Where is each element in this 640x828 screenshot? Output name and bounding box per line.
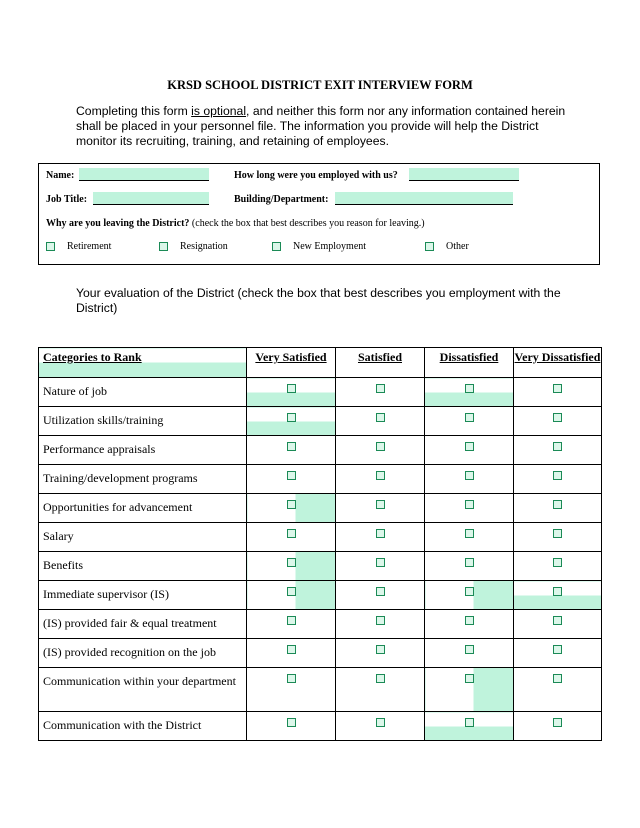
recognition-very-dissatisfied-checkbox[interactable] <box>553 645 562 654</box>
ranking-table <box>38 347 602 741</box>
form-title: KRSD SCHOOL DISTRICT EXIT INTERVIEW FORM <box>167 78 473 92</box>
advancement-satisfied-checkbox[interactable] <box>376 500 385 509</box>
fair-treatment-very-satisfied-checkbox[interactable] <box>287 616 296 625</box>
dept-comm-very-dissatisfied-checkbox[interactable] <box>553 674 562 683</box>
fair-treatment-dissatisfied-checkbox[interactable] <box>465 616 474 625</box>
dept-comm-satisfied-checkbox[interactable] <box>376 674 385 683</box>
retirement-checkbox[interactable] <box>46 242 55 251</box>
district-comm-very-satisfied-checkbox[interactable] <box>287 718 296 727</box>
utilization-very-satisfied-checkbox[interactable] <box>287 413 296 422</box>
other-checkbox[interactable] <box>425 242 434 251</box>
building-department-label: Building/Department: <box>234 194 329 205</box>
salary-dissatisfied-checkbox[interactable] <box>465 529 474 538</box>
row-label-advancement: Opportunities for advancement <box>39 494 247 523</box>
nature-of-job-very-satisfied-checkbox[interactable] <box>287 384 296 393</box>
appraisals-very-dissatisfied-checkbox[interactable] <box>553 442 562 451</box>
employee-info-box <box>38 163 600 265</box>
appraisals-very-satisfied-checkbox[interactable] <box>287 442 296 451</box>
supervisor-very-dissatisfied-checkbox[interactable] <box>553 587 562 596</box>
district-comm-very-dissatisfied-checkbox[interactable] <box>553 718 562 727</box>
dept-comm-very-satisfied-checkbox[interactable] <box>287 674 296 683</box>
nature-of-job-satisfied-checkbox[interactable] <box>376 384 385 393</box>
supervisor-satisfied-checkbox[interactable] <box>376 587 385 596</box>
nature-of-job-very-dissatisfied-checkbox[interactable] <box>553 384 562 393</box>
row-label-performance-appraisals: Performance appraisals <box>39 436 247 465</box>
salary-very-dissatisfied-checkbox[interactable] <box>553 529 562 538</box>
header-very-dissatisfied: Very Dissatisfied <box>514 348 602 378</box>
training-satisfied-checkbox[interactable] <box>376 471 385 480</box>
recognition-dissatisfied-checkbox[interactable] <box>465 645 474 654</box>
name-label: Name: <box>46 170 75 181</box>
evaluation-prompt: Your evaluation of the District (check the box that best describes you employment with the District) <box>76 286 561 315</box>
job-title-label: Job Title: <box>46 194 88 205</box>
leaving-reason-question: Why are you leaving the District? (check the box that best describes you reason for leaving.) <box>46 218 425 229</box>
header-very-satisfied: Very Satisfied <box>247 348 336 378</box>
advancement-very-dissatisfied-checkbox[interactable] <box>553 500 562 509</box>
reason-option-new-employment[interactable]: New Employment <box>272 241 366 252</box>
advancement-dissatisfied-checkbox[interactable] <box>465 500 474 509</box>
benefits-satisfied-checkbox[interactable] <box>376 558 385 567</box>
row-label-immediate-supervisor: Immediate supervisor (IS) <box>39 581 247 610</box>
benefits-very-dissatisfied-checkbox[interactable] <box>553 558 562 567</box>
row-label-training-programs: Training/development programs <box>39 465 247 494</box>
employment-duration-label: How long were you employed with us? <box>234 170 398 181</box>
recognition-very-satisfied-checkbox[interactable] <box>287 645 296 654</box>
utilization-dissatisfied-checkbox[interactable] <box>465 413 474 422</box>
employment-duration-field[interactable] <box>409 168 519 181</box>
row-label-salary: Salary <box>39 523 247 552</box>
training-very-satisfied-checkbox[interactable] <box>287 471 296 480</box>
new-employment-checkbox[interactable] <box>272 242 281 251</box>
header-dissatisfied: Dissatisfied <box>425 348 514 378</box>
benefits-very-satisfied-checkbox[interactable] <box>287 558 296 567</box>
row-label-utilization-skills: Utilization skills/training <box>39 407 247 436</box>
fair-treatment-very-dissatisfied-checkbox[interactable] <box>553 616 562 625</box>
training-dissatisfied-checkbox[interactable] <box>465 471 474 480</box>
appraisals-satisfied-checkbox[interactable] <box>376 442 385 451</box>
row-label-recognition: (IS) provided recognition on the job <box>39 639 247 668</box>
resignation-checkbox[interactable] <box>159 242 168 251</box>
job-title-field[interactable] <box>93 192 209 205</box>
row-label-district-communication: Communication with the District <box>39 712 247 741</box>
salary-satisfied-checkbox[interactable] <box>376 529 385 538</box>
advancement-very-satisfied-checkbox[interactable] <box>287 500 296 509</box>
row-label-benefits: Benefits <box>39 552 247 581</box>
training-very-dissatisfied-checkbox[interactable] <box>553 471 562 480</box>
row-label-nature-of-job: Nature of job <box>39 378 247 407</box>
fair-treatment-satisfied-checkbox[interactable] <box>376 616 385 625</box>
district-comm-dissatisfied-checkbox[interactable] <box>465 718 474 727</box>
building-department-field[interactable] <box>335 192 513 205</box>
recognition-satisfied-checkbox[interactable] <box>376 645 385 654</box>
dept-comm-dissatisfied-checkbox[interactable] <box>465 674 474 683</box>
intro-paragraph: Completing this form is optional, and neither this form nor any information contained herein shall be placed in your personnel file. The information you provide will help the District monitor its recruiting, training, and retaining of employees. <box>76 104 566 148</box>
benefits-dissatisfied-checkbox[interactable] <box>465 558 474 567</box>
nature-of-job-dissatisfied-checkbox[interactable] <box>465 384 474 393</box>
reason-option-other[interactable]: Other <box>425 241 469 252</box>
row-label-fair-treatment: (IS) provided fair & equal treatment <box>39 610 247 639</box>
header-categories: Categories to Rank <box>39 348 247 378</box>
district-comm-satisfied-checkbox[interactable] <box>376 718 385 727</box>
reason-option-retirement[interactable]: Retirement <box>46 241 111 252</box>
supervisor-very-satisfied-checkbox[interactable] <box>287 587 296 596</box>
row-label-department-communication: Communication within your department <box>39 668 247 712</box>
utilization-satisfied-checkbox[interactable] <box>376 413 385 422</box>
salary-very-satisfied-checkbox[interactable] <box>287 529 296 538</box>
supervisor-dissatisfied-checkbox[interactable] <box>465 587 474 596</box>
utilization-very-dissatisfied-checkbox[interactable] <box>553 413 562 422</box>
header-satisfied: Satisfied <box>336 348 425 378</box>
appraisals-dissatisfied-checkbox[interactable] <box>465 442 474 451</box>
name-field[interactable] <box>79 168 209 181</box>
reason-option-resignation[interactable]: Resignation <box>159 241 228 252</box>
